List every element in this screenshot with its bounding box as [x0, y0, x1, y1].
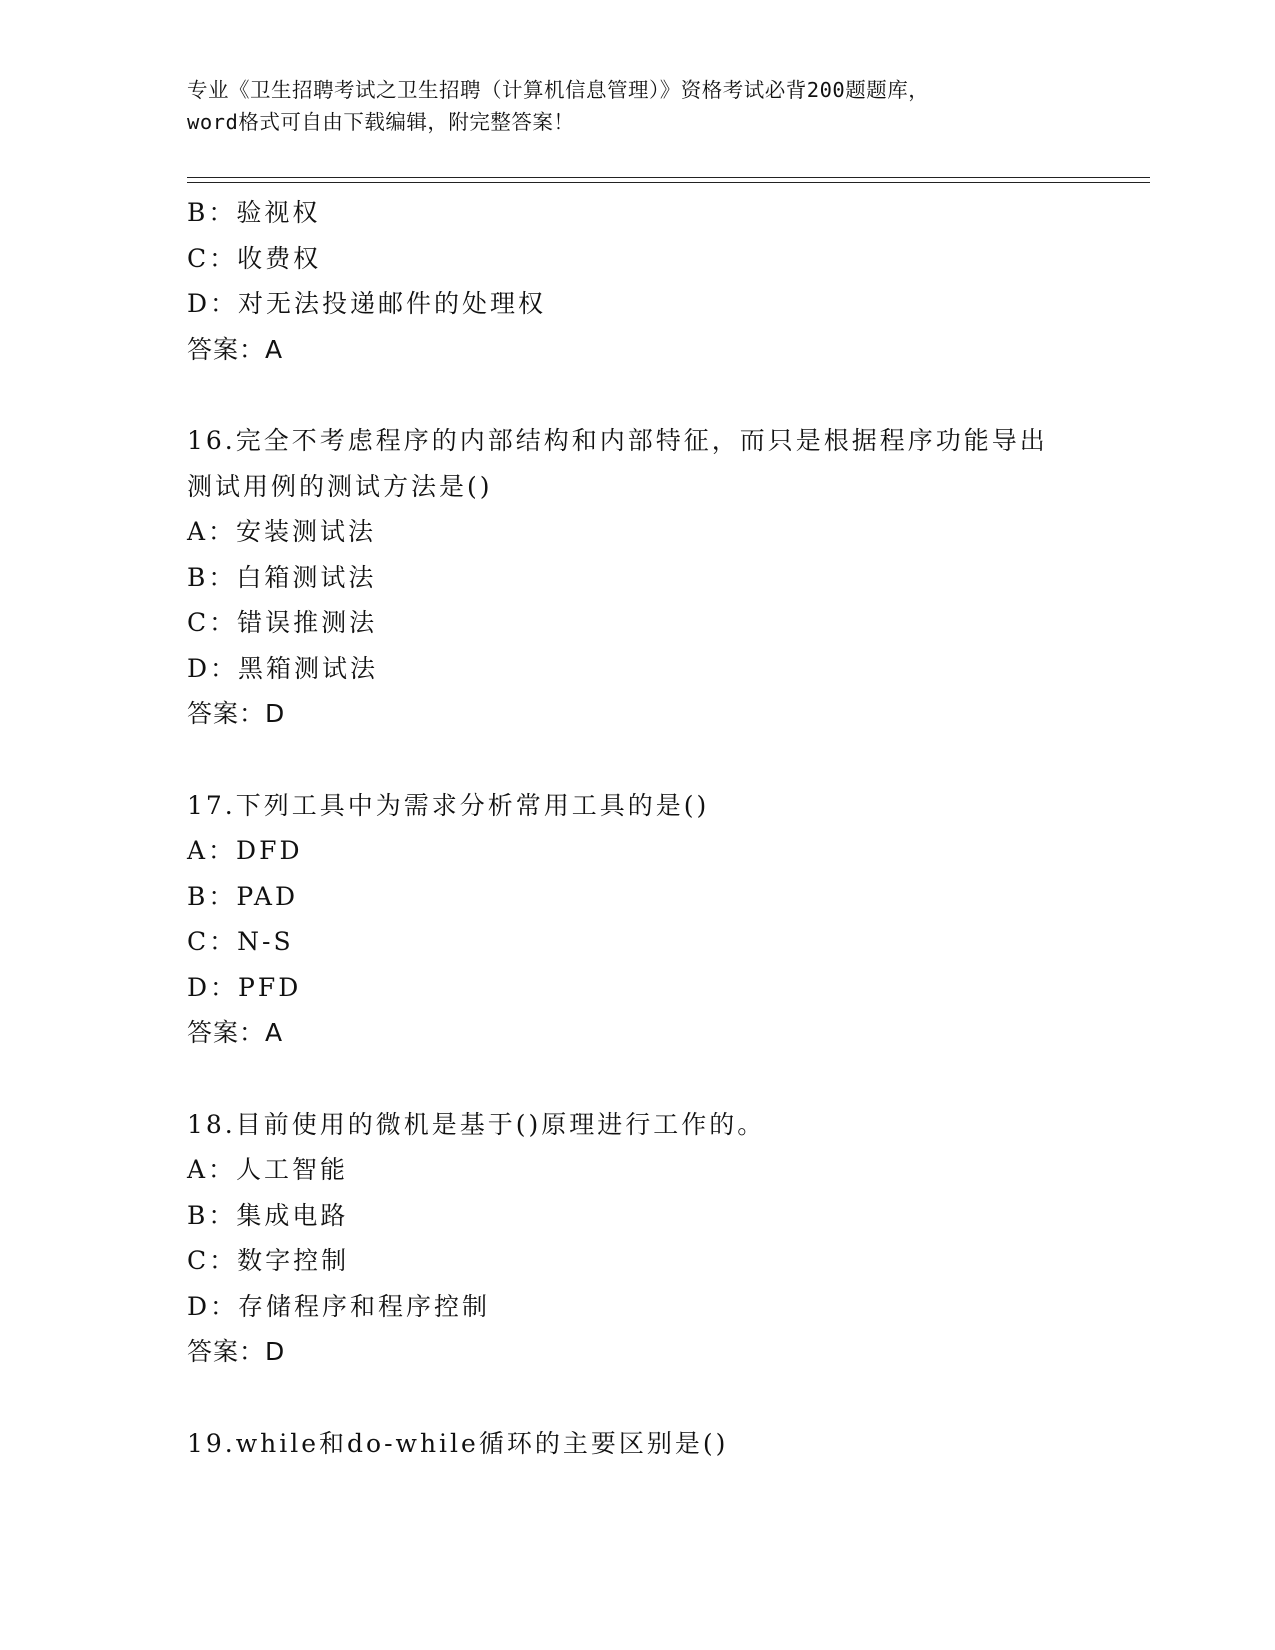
question-text-line-1: 16.完全不考虑程序的内部结构和内部特征，而只是根据程序功能导出 — [187, 426, 1048, 455]
option-c: C：数字控制 — [187, 1246, 350, 1275]
option-b: B：验视权 — [187, 198, 321, 227]
question-text-line-2: 测试用例的测试方法是() — [187, 471, 493, 501]
option-d: D：对无法投递邮件的处理权 — [187, 289, 547, 318]
option-d: D：黑箱测试法 — [187, 653, 379, 683]
document-header — [187, 74, 1087, 138]
question-19 — [187, 1421, 1087, 1467]
header-title-line-1: 专业《卫生招聘考试之卫生招聘（计算机信息管理）》资格考试必背200题题库， — [187, 78, 930, 102]
answer: 答案：A — [187, 334, 284, 364]
question-text: 19.while和do-while循环的主要区别是() — [187, 1428, 729, 1458]
header-divider-bottom — [187, 182, 1150, 183]
question-text: 17.下列工具中为需求分析常用工具的是() — [187, 790, 710, 820]
option-d: D：存储程序和程序控制 — [187, 1291, 491, 1321]
question-17 — [187, 783, 1087, 1056]
answer: 答案：A — [187, 1018, 284, 1047]
answer: 答案：D — [187, 1337, 286, 1366]
option-a: A：DFD — [187, 836, 303, 865]
answer: 答案：D — [187, 699, 286, 728]
question-18 — [187, 1102, 1087, 1375]
question-list — [187, 190, 1087, 1466]
question-16 — [187, 418, 1087, 737]
option-d: D：PFD — [187, 972, 302, 1002]
header-title-line-2: word格式可自由下载编辑，附完整答案！ — [187, 110, 575, 134]
option-c: C：N-S — [187, 927, 294, 956]
option-b: B：白箱测试法 — [187, 562, 377, 592]
option-a: A：人工智能 — [187, 1155, 349, 1184]
option-c: C：收费权 — [187, 243, 322, 273]
option-b: B：集成电路 — [187, 1200, 349, 1230]
option-c: C：错误推测法 — [187, 608, 378, 637]
question-15-tail — [187, 190, 1087, 372]
option-a: A：安装测试法 — [187, 517, 377, 546]
question-text: 18.目前使用的微机是基于()原理进行工作的。 — [187, 1109, 766, 1139]
option-b: B：PAD — [187, 881, 298, 911]
header-divider-top — [187, 177, 1150, 178]
